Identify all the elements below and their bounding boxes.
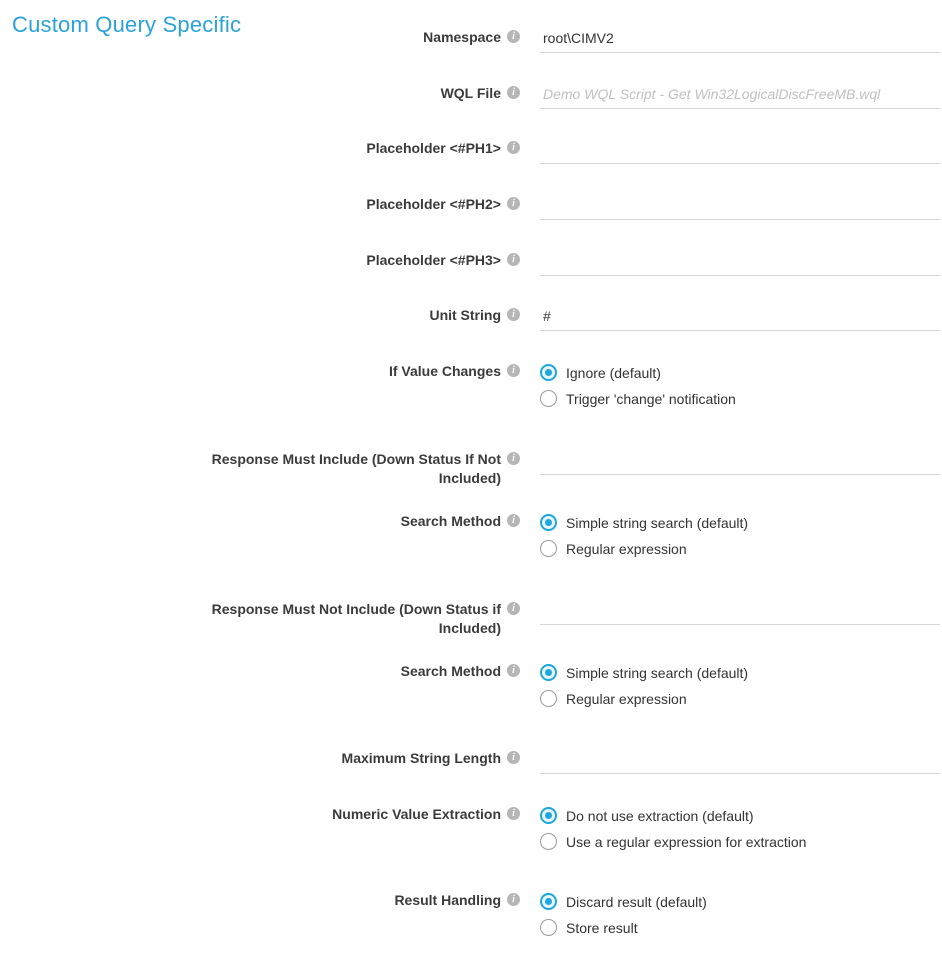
form-row-search-method-not-include bbox=[0, 662, 942, 707]
field-placeholder-ph2 bbox=[530, 195, 942, 220]
form-row-search-method-include bbox=[0, 512, 942, 557]
form-row-unit-string bbox=[0, 306, 942, 331]
response-must-not-include-input[interactable] bbox=[540, 600, 940, 625]
label-text-namespace: Namespace bbox=[423, 29, 501, 45]
form-row-placeholder-ph3 bbox=[0, 251, 942, 276]
label-text-if-value-changes: If Value Changes bbox=[388, 363, 501, 379]
result-handling-option-label-0: Discard result (default) bbox=[566, 893, 707, 910]
info-icon[interactable]: i bbox=[507, 452, 520, 465]
form-row-maximum-string-length bbox=[0, 749, 942, 774]
label-text-response-must-not-include: Response Must Not Include (Down Status if Included) bbox=[211, 601, 501, 636]
radio-selected-icon[interactable] bbox=[540, 807, 557, 824]
label-response-must-not-include bbox=[0, 600, 530, 638]
label-text-search-method-not-include: Search Method bbox=[400, 663, 501, 679]
search-method-include-option-1[interactable] bbox=[540, 540, 942, 557]
label-text-maximum-string-length: Maximum String Length bbox=[341, 750, 501, 766]
field-numeric-value-extraction bbox=[530, 805, 942, 850]
radio-unselected-icon[interactable] bbox=[540, 390, 557, 407]
info-icon[interactable]: i bbox=[507, 86, 520, 99]
info-icon[interactable]: i bbox=[507, 30, 520, 43]
label-text-placeholder-ph3: Placeholder <#PH3> bbox=[366, 252, 501, 268]
field-namespace bbox=[530, 28, 942, 53]
form-row-result-handling bbox=[0, 891, 942, 936]
numeric-value-extraction-option-0[interactable] bbox=[540, 807, 942, 824]
label-placeholder-ph1 bbox=[0, 139, 530, 158]
info-icon[interactable]: i bbox=[507, 664, 520, 677]
radio-selected-icon[interactable] bbox=[540, 364, 557, 381]
numeric-value-extraction-option-label-0: Do not use extraction (default) bbox=[566, 807, 754, 824]
label-search-method-include bbox=[0, 512, 530, 531]
search-method-not-include-option-0[interactable] bbox=[540, 664, 942, 681]
form-row-namespace bbox=[0, 28, 942, 53]
search-method-not-include-option-1[interactable] bbox=[540, 690, 942, 707]
if-value-changes-option-label-1: Trigger 'change' notification bbox=[566, 390, 736, 407]
label-text-placeholder-ph2: Placeholder <#PH2> bbox=[366, 196, 501, 212]
wql-file-input[interactable] bbox=[540, 84, 940, 109]
label-if-value-changes bbox=[0, 362, 530, 381]
page-title: Custom Query Specific bbox=[12, 12, 242, 37]
form-row-response-must-not-include bbox=[0, 600, 942, 638]
radio-selected-icon[interactable] bbox=[540, 664, 557, 681]
info-icon[interactable]: i bbox=[507, 364, 520, 377]
placeholder-ph1-input[interactable] bbox=[540, 139, 940, 164]
field-maximum-string-length bbox=[530, 749, 942, 774]
response-must-include-input[interactable] bbox=[540, 450, 940, 475]
form-row-response-must-include bbox=[0, 450, 942, 488]
info-icon[interactable]: i bbox=[507, 253, 520, 266]
numeric-value-extraction-option-label-1: Use a regular expression for extraction bbox=[566, 833, 807, 850]
label-result-handling bbox=[0, 891, 530, 910]
radio-selected-icon[interactable] bbox=[540, 514, 557, 531]
label-text-result-handling: Result Handling bbox=[394, 892, 501, 908]
info-icon[interactable]: i bbox=[507, 197, 520, 210]
field-response-must-not-include bbox=[530, 600, 942, 625]
search-method-include-option-label-1: Regular expression bbox=[566, 540, 687, 557]
label-namespace bbox=[0, 28, 530, 47]
if-value-changes-option-0[interactable] bbox=[540, 364, 942, 381]
result-handling-option-0[interactable] bbox=[540, 893, 942, 910]
form-row-if-value-changes bbox=[0, 362, 942, 407]
if-value-changes-radio-group bbox=[540, 362, 942, 407]
result-handling-option-label-1: Store result bbox=[566, 919, 638, 936]
unit-string-input[interactable] bbox=[540, 306, 940, 331]
field-placeholder-ph1 bbox=[530, 139, 942, 164]
label-wql-file bbox=[0, 84, 530, 103]
numeric-value-extraction-radio-group bbox=[540, 805, 942, 850]
radio-unselected-icon[interactable] bbox=[540, 540, 557, 557]
label-response-must-include bbox=[0, 450, 530, 488]
field-result-handling bbox=[530, 891, 942, 936]
form-row-placeholder-ph1 bbox=[0, 139, 942, 164]
label-maximum-string-length bbox=[0, 749, 530, 768]
info-icon[interactable]: i bbox=[507, 751, 520, 764]
form-row-placeholder-ph2 bbox=[0, 195, 942, 220]
info-icon[interactable]: i bbox=[507, 308, 520, 321]
form-row-wql-file bbox=[0, 84, 942, 109]
label-search-method-not-include bbox=[0, 662, 530, 681]
label-placeholder-ph2 bbox=[0, 195, 530, 214]
search-method-include-option-label-0: Simple string search (default) bbox=[566, 514, 749, 531]
numeric-value-extraction-option-1[interactable] bbox=[540, 833, 942, 850]
radio-unselected-icon[interactable] bbox=[540, 690, 557, 707]
info-icon[interactable]: i bbox=[507, 807, 520, 820]
placeholder-ph3-input[interactable] bbox=[540, 251, 940, 276]
field-search-method-include bbox=[530, 512, 942, 557]
label-text-numeric-value-extraction: Numeric Value Extraction bbox=[332, 806, 501, 822]
label-text-unit-string: Unit String bbox=[429, 307, 501, 323]
field-wql-file bbox=[530, 84, 942, 109]
result-handling-option-1[interactable] bbox=[540, 919, 942, 936]
info-icon[interactable]: i bbox=[507, 514, 520, 527]
label-numeric-value-extraction bbox=[0, 805, 530, 824]
radio-unselected-icon[interactable] bbox=[540, 833, 557, 850]
label-text-response-must-include: Response Must Include (Down Status If Not Included) bbox=[211, 451, 501, 486]
info-icon[interactable]: i bbox=[507, 602, 520, 615]
label-placeholder-ph3 bbox=[0, 251, 530, 270]
maximum-string-length-input[interactable] bbox=[540, 749, 940, 774]
namespace-input[interactable] bbox=[540, 28, 940, 53]
info-icon[interactable]: i bbox=[507, 893, 520, 906]
label-text-wql-file: WQL File bbox=[440, 85, 501, 101]
if-value-changes-option-1[interactable] bbox=[540, 390, 942, 407]
label-unit-string bbox=[0, 306, 530, 325]
search-method-include-radio-group bbox=[540, 512, 942, 557]
placeholder-ph2-input[interactable] bbox=[540, 195, 940, 220]
field-search-method-not-include bbox=[530, 662, 942, 707]
field-unit-string bbox=[530, 306, 942, 331]
search-method-include-option-0[interactable] bbox=[540, 514, 942, 531]
search-method-not-include-option-label-0: Simple string search (default) bbox=[566, 664, 749, 681]
search-method-not-include-radio-group bbox=[540, 662, 942, 707]
label-text-search-method-include: Search Method bbox=[400, 513, 501, 529]
form-row-numeric-value-extraction bbox=[0, 805, 942, 850]
search-method-not-include-option-label-1: Regular expression bbox=[566, 690, 687, 707]
if-value-changes-option-label-0: Ignore (default) bbox=[566, 364, 661, 381]
radio-selected-icon[interactable] bbox=[540, 893, 557, 910]
field-if-value-changes bbox=[530, 362, 942, 407]
result-handling-radio-group bbox=[540, 891, 942, 936]
label-text-placeholder-ph1: Placeholder <#PH1> bbox=[366, 140, 501, 156]
info-icon[interactable]: i bbox=[507, 141, 520, 154]
radio-unselected-icon[interactable] bbox=[540, 919, 557, 936]
field-placeholder-ph3 bbox=[530, 251, 942, 276]
field-response-must-include bbox=[530, 450, 942, 475]
